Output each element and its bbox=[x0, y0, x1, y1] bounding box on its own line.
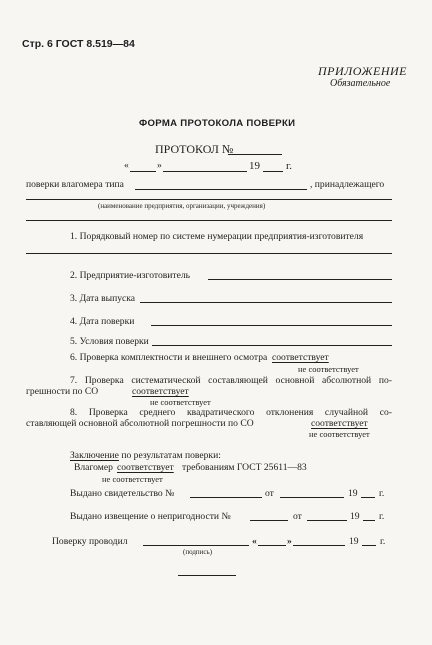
conclusion-ok: соответствует bbox=[117, 462, 174, 473]
verifier-day-line bbox=[258, 545, 286, 546]
item-7-line-1: 7. Проверка систематической составляющей основной абсолютной по- bbox=[70, 375, 392, 386]
verifier-suffix: г. bbox=[380, 536, 386, 547]
owner-line-2 bbox=[26, 220, 392, 221]
item-6-ok: соответствует bbox=[272, 352, 329, 363]
bottom-separator bbox=[178, 575, 236, 576]
protocol-date-close: » bbox=[157, 160, 162, 171]
certificate-label: Выдано свидетельство № bbox=[70, 488, 175, 499]
appendix-title: ПРИЛОЖЕНИЕ bbox=[318, 64, 407, 78]
conclusion-title-rest: по результатам поверки: bbox=[121, 450, 221, 461]
item-3-line bbox=[140, 302, 392, 303]
item-7-line-2: грешности по СО bbox=[26, 386, 99, 397]
item-7-not: не соответствует bbox=[150, 397, 211, 407]
certificate-year: 19 bbox=[348, 488, 358, 499]
item-4-line bbox=[151, 325, 392, 326]
item-8-not: не соответствует bbox=[309, 429, 370, 439]
verifier-year-line bbox=[362, 545, 376, 546]
meter-type-line bbox=[135, 189, 307, 190]
conclusion-not: не соответствует bbox=[102, 474, 163, 484]
item-3-label: 3. Дата выпуска bbox=[70, 293, 136, 304]
item-6-label: 6. Проверка комплектности и внешнего осмотра bbox=[70, 352, 268, 363]
protocol-number-line bbox=[228, 154, 282, 155]
protocol-year-line bbox=[263, 171, 283, 172]
certificate-number-line bbox=[190, 497, 262, 498]
item-5-line bbox=[152, 345, 392, 346]
certificate-suffix: г. bbox=[379, 488, 385, 499]
certificate-date-line bbox=[280, 497, 344, 498]
protocol-year: 19 bbox=[249, 160, 260, 172]
appendix-subtitle: Обязательное bbox=[330, 78, 391, 89]
item-5-label: 5. Условия поверки bbox=[70, 336, 149, 347]
verifier-month-line bbox=[293, 545, 345, 546]
verifier-label: Поверку проводил bbox=[52, 536, 128, 547]
owner-suffix: , принадлежащего bbox=[310, 179, 385, 190]
item-1-label: 1. Порядковый номер по системе нумерации предприятия-изготовителя bbox=[70, 231, 364, 242]
protocol-date-open: « bbox=[124, 160, 129, 171]
verifier-date-close: » bbox=[287, 536, 292, 547]
meter-type-prefix: поверки влагомера типа bbox=[26, 179, 124, 190]
verifier-year: 19 bbox=[349, 536, 359, 547]
verifier-date-dot: « bbox=[252, 536, 257, 547]
item-8-line-1: 8. Проверка среднего квадратического отклонения случайной со- bbox=[70, 407, 392, 418]
conclusion-title-word: Заключение bbox=[70, 450, 119, 461]
certificate-year-line bbox=[361, 497, 375, 498]
verifier-signature-line bbox=[143, 545, 249, 546]
protocol-year-suffix: г. bbox=[286, 160, 293, 172]
item-7-ok: соответствует bbox=[132, 386, 189, 397]
item-8-line-2: ставляющей основной абсолютной погрешности по СО bbox=[26, 418, 254, 429]
protocol-label: ПРОТОКОЛ № bbox=[155, 142, 234, 156]
unfit-notice-from: от bbox=[293, 511, 302, 522]
unfit-notice-label: Выдано извещение о непригодности № bbox=[70, 511, 231, 522]
item-1-line bbox=[26, 253, 392, 254]
unfit-notice-suffix: г. bbox=[379, 511, 385, 522]
owner-line bbox=[26, 199, 392, 200]
unfit-notice-number-line bbox=[250, 520, 288, 521]
certificate-from: от bbox=[265, 488, 274, 499]
conclusion-prefix: Влагомер bbox=[74, 462, 113, 473]
conclusion-title bbox=[70, 450, 221, 461]
item-2-label: 2. Предприятие-изготовитель bbox=[70, 270, 191, 281]
item-4-label: 4. Дата поверки bbox=[70, 316, 135, 327]
form-title: ФОРМА ПРОТОКОЛА ПОВЕРКИ bbox=[139, 118, 296, 129]
protocol-day-line bbox=[130, 171, 156, 172]
page-reference: Стр. 6 ГОСТ 8.519—84 bbox=[22, 38, 135, 50]
unfit-notice-year-line bbox=[363, 520, 375, 521]
unfit-notice-date-line bbox=[307, 520, 347, 521]
verifier-signature-caption: (подпись) bbox=[183, 548, 213, 556]
protocol-month-line bbox=[163, 171, 247, 172]
conclusion-suffix: требованиям ГОСТ 25611—83 bbox=[182, 462, 307, 473]
item-6-not: не соответствует bbox=[298, 364, 359, 374]
item-2-line bbox=[208, 279, 392, 280]
owner-caption: (наименование предприятия, организации, учреждения) bbox=[98, 202, 266, 210]
unfit-notice-year: 19 bbox=[350, 511, 360, 522]
item-8-ok: соответствует bbox=[311, 418, 368, 429]
